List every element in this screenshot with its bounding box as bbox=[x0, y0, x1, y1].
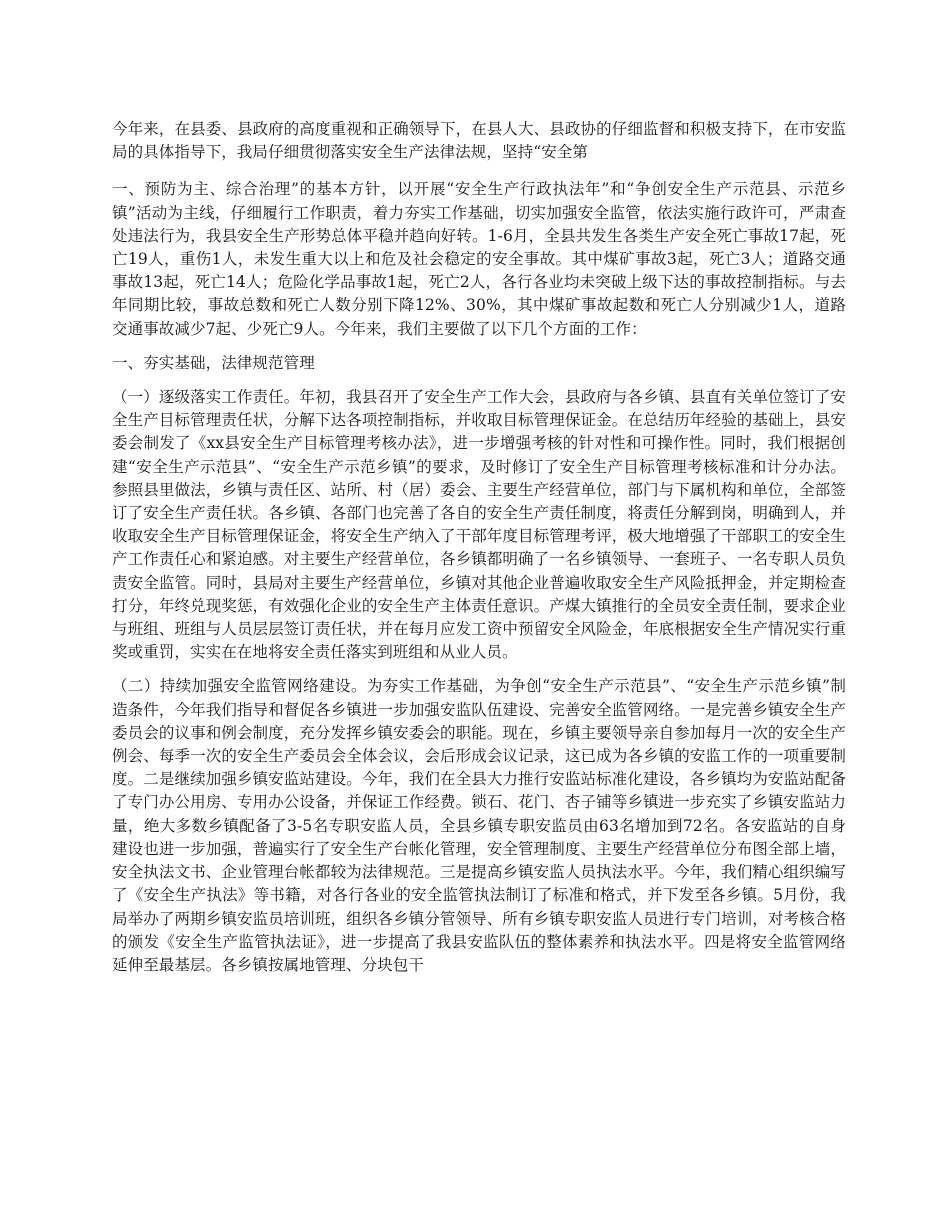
overview-paragraph: 一、预防为主、综合治理”的基本方针，以开展“安全生产行政执法年”和“争创安全生产示范县、示范乡镇”活动为主线，仔细履行工作职责，着力夯实工作基础，切实加强安全监管，依法实施行政许可，严肃查处违法行为，我县安全生产形势总体平稳并趋向好转。1-6月，全县共发生各类生产安全死亡事故17起，死亡19人，重伤1人，未发生重大以上和危及社会稳定的安全事故。其中煤矿事故3起，死亡3人；道路交通事故13起，死亡14人；危险化学品事故1起，死亡2人，各行各业均未突破上级下达的事故控制指标。与去年同期比较，事故总数和死亡人数分别下降12%、30%，其中煤矿事故起数和死亡人分别减少1人，道路交通事故减少7起、少死亡9人。今年来，我们主要做了以下几个方面的工作： bbox=[112, 180, 846, 338]
network-paragraph: （二）持续加强安全监管网络建设。为夯实工作基础，为争创“安全生产示范县”、“安全生产示范乡镇”制造条件，今年我们指导和督促各乡镇进一步加强安监队伍建设、完善安全监管网络。一是完善乡镇安全生产委员会的议事和例会制度，充分发挥乡镇安委会的职能。现在，乡镇主要领导亲自参加每月一次的安全生产例会、每季一次的安全生产委员会全体会议，会后形成会议记录，这已成为各乡镇的安监工作的一项重要制度。二是继续加强乡镇安监站建设。今年，我们在全县大力推行安监站标准化建设，各乡镇均为安监站配备了专门办公用房、专用办公设备，并保证工作经费。锁石、花门、杏子铺等乡镇进一步充实了乡镇安监站力量，绝大多数乡镇配备了3-5名专职安监人员，全县乡镇专职安监员由63名增加到72名。各安监站的自身建设也进一步加强，普遍实行了安全生产台帐化管理，安全管理制度、主要生产经营单位分布图全部上墙，安全执法文书、企业管理台帐都较为法律规范。三是提高乡镇安监人员执法水平。今年，我们精心组织编写了《安全生产执法》等书籍，对各行各业的安全监管执法制订了标准和格式，并下发至各乡镇。5月份，我局举办了两期乡镇安监员培训班，组织各乡镇分管领导、所有乡镇专职安监人员进行专门培训，对考核合格的颁发《安全生产监管执法证》，进一步提高了我县安监队伍的整体素养和执法水平。四是将安全监管网络延伸至最基层。各乡镇按属地管理、分块包干 bbox=[112, 677, 846, 974]
responsibility-paragraph: （一）逐级落实工作责任。年初，我县召开了安全生产工作大会，县政府与各乡镇、县直有关单位签订了安全生产目标管理责任状，分解下达各项控制指标，并收取目标管理保证金。在总结历年经验的基础上，县安委会制发了《xx县安全生产目标管理考核办法》，进一步增强考核的针对性和可操作性。同时，我们根据创建“安全生产示范县”、“安全生产示范乡镇”的要求，及时修订了安全生产目标管理考核标准和计分办法。参照县里做法，乡镇与责任区、站所、村（居）委会、主要生产经营单位，部门与下属机构和单位，全部签订了安全生产责任状。各乡镇、各部门也完善了各自的安全生产责任制度，将责任分解到岗，明确到人，并收取安全生产目标管理保证金，将安全生产纳入了干部年度目标管理考评，极大地增强了干部职工的安全生产工作责任心和紧迫感。对主要生产经营单位，各乡镇都明确了一名乡镇领导、一套班子、一名专职人员负责安全监管。同时，县局对主要生产经营单位，乡镇对其他企业普遍收取安全生产风险抵押金，并定期检查打分，年终兑现奖惩，有效强化企业的安全生产主体责任意识。产煤大镇推行的全员安全责任制，要求企业与班组、班组与人员层层签订责任状，并在每月应发工资中预留安全风险金，年底根据安全生产情况实行重奖或重罚，实实在在地将安全责任落实到班组和从业人员。 bbox=[112, 388, 846, 662]
intro-paragraph: 今年来，在县委、县政府的高度重视和正确领导下，在县人大、县政协的仔细监督和积极支持下，在市安监局的具体指导下，我局仔细贯彻落实安全生产法律法规，坚持“安全第 bbox=[112, 120, 846, 162]
section-heading: 一、夯实基础，法律规范管理 bbox=[112, 353, 315, 372]
document-body bbox=[112, 118, 846, 988]
